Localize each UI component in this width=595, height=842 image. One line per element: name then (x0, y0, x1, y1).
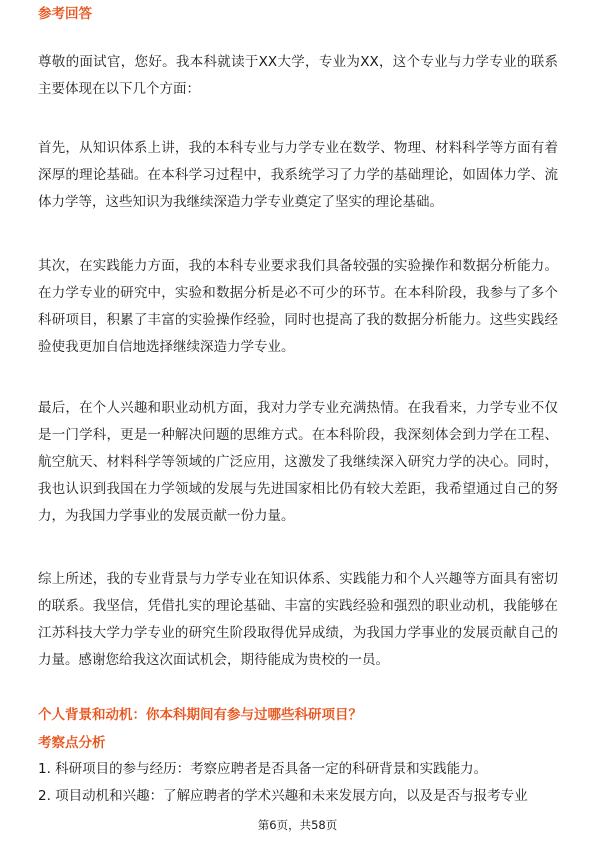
paragraph-intro: 尊敬的面试官，您好。我本科就读于XX大学，专业为XX，这个专业与力学专业的联系主要体现在以下几个方面： (38, 54, 558, 97)
answer-heading: 参考回答 (38, 6, 92, 22)
analysis-item-1: 1. 科研项目的参与经历：考察应聘者是否具备一定的科研背景和实践能力。 (38, 761, 488, 777)
paragraph-summary: 综上所述，我的专业背景与力学专业在知识体系、实践能力和个人兴趣等方面具有密切的联系。我坚信，凭借扎实的理论基础、丰富的实践经验和强烈的职业动机，我能够在江苏科技大学力学专业的研究生阶段取得优异成绩，为我国力学事业的发展贡献自己的力量。感谢您给我这次面试机会，期待能成为贵校的一员。 (38, 571, 558, 668)
analysis-item-2: 2. 项目动机和兴趣：了解应聘者的学术兴趣和未来发展方向，以及是否与报考专业 (38, 788, 528, 804)
analysis-heading: 考察点分析 (38, 735, 106, 751)
paragraph-knowledge: 首先，从知识体系上讲，我的本科专业与力学专业在数学、物理、材料科学等方面有着深厚的理论基础。在本科学习过程中，我系统学习了力学的基础理论，如固体力学、流体力学等，这些知识为我继续深造力学专业奠定了坚实的理论基础。 (38, 140, 558, 210)
page-footer: 第6页，共58页 (257, 818, 338, 832)
question-heading: 个人背景和动机：你本科期间有参与过哪些科研项目？ (38, 707, 362, 723)
paragraph-interest: 最后，在个人兴趣和职业动机方面，我对力学专业充满热情。在我看来，力学专业不仅是一门学科，更是一种解决问题的思维方式。在本科阶段，我深刻体会到力学在工程、航空航天、材料科学等领域的广泛应用，这激发了我继续深入研究力学的决心。同时，我也认识到我国在力学领域的发展与先进国家相比仍有较大差距，我希望通过自己的努力，为我国力学事业的发展贡献一份力量。 (38, 400, 558, 524)
paragraph-practice: 其次，在实践能力方面，我的本科专业要求我们具备较强的实验操作和数据分析能力。在力学专业的研究中，实验和数据分析是必不可少的环节。在本科阶段，我参与了多个科研项目，积累了丰富的实验操作经验，同时也提高了我的数据分析能力。这些实践经验使我更加自信地选择继续深造力学专业。 (38, 258, 558, 355)
